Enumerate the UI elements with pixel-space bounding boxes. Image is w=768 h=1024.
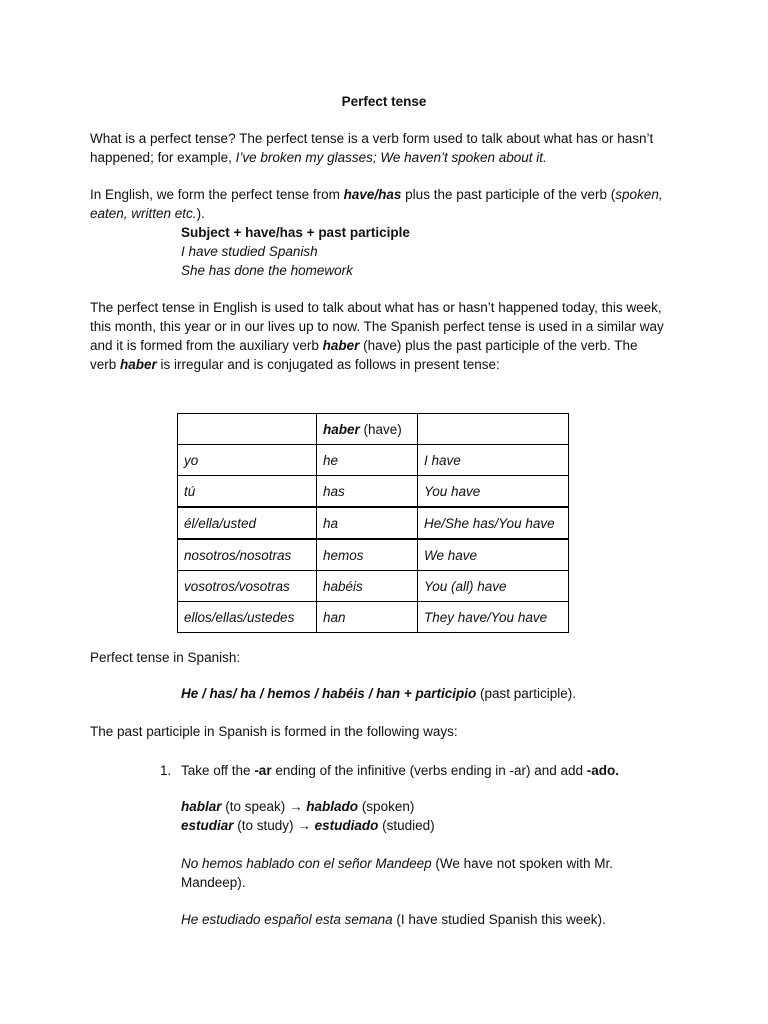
table-header-empty-1 — [178, 414, 317, 445]
english-example-2: She has done the homework — [181, 263, 353, 278]
form-cell: he — [317, 445, 418, 476]
table-header-haber — [317, 414, 418, 445]
formula-note: (past participle). — [476, 686, 577, 701]
ex1-meaning: (spoken) — [358, 799, 415, 814]
ex1-verb: hablar — [181, 799, 222, 814]
sentence-1-spanish: No hemos hablado con el señor Mandeep — [181, 856, 432, 871]
form-cell: habéis — [317, 571, 418, 602]
table-header-row — [178, 414, 569, 445]
spanish-intro-text-c: verb — [90, 357, 121, 372]
intro-line-1: What is a perfect tense? The perfect tense is a verb form used to talk about what has or hasn’t — [90, 131, 654, 146]
table-row — [178, 571, 569, 602]
spanish-intro-line-1: The perfect tense in English is used to talk about what has or hasn’t happened today, this week, — [90, 300, 662, 315]
form-cell: hemos — [317, 539, 418, 571]
sentence-2-spanish: He estudiado español esta semana — [181, 912, 393, 927]
ex2-meaning: (studied) — [378, 818, 435, 833]
example-sentence-1-cont: Mandeep). — [181, 875, 246, 890]
sentence-2-english: (I have studied Spanish this week). — [392, 912, 606, 927]
english-formula: Subject + have/has + past participle — [181, 225, 410, 240]
participle-example-2 — [181, 816, 435, 835]
ex2-gloss: (to study) → — [233, 818, 315, 833]
participle-intro: The past participle in Spanish is formed in the following ways: — [90, 724, 458, 739]
english-cell: He/She has/You have — [418, 507, 569, 539]
intro-text: happened; for example, — [90, 150, 236, 165]
english-line-1 — [90, 185, 663, 204]
table-row — [178, 602, 569, 633]
table-row — [178, 445, 569, 476]
pronoun-cell: yo — [178, 445, 317, 476]
pronoun-cell: él/ella/usted — [178, 507, 317, 539]
participle-example-1 — [181, 797, 414, 816]
spanish-intro-text-d: is irregular and is conjugated as follows in present tense: — [156, 357, 500, 372]
table-row — [178, 539, 569, 571]
form-cell: ha — [317, 507, 418, 539]
item-text-a: Take off the — [181, 763, 255, 778]
list-item-text — [181, 761, 619, 780]
perfect-spanish-label: Perfect tense in Spanish: — [90, 650, 241, 665]
ex1-participle: hablado — [306, 799, 359, 814]
english-close: ). — [196, 206, 205, 221]
form-cell: has — [317, 476, 418, 508]
spanish-intro-haber-2: haber — [120, 357, 157, 372]
intro-line-2 — [90, 148, 547, 167]
intro-example: I’ve broken my glasses; We haven’t spoken about it. — [235, 150, 547, 165]
ex2-verb: estudiar — [181, 818, 234, 833]
table-row — [178, 507, 569, 539]
sentence-1-english: (We have not spoken with Mr. — [431, 856, 614, 871]
ex1-gloss: (to speak) → — [221, 799, 307, 814]
english-have-has: have/has — [343, 187, 402, 202]
perfect-spanish-formula — [181, 684, 576, 703]
spanish-intro-line-4 — [90, 355, 500, 374]
english-text-b: plus the past participle of the verb ( — [401, 187, 616, 202]
english-cell: You (all) have — [418, 571, 569, 602]
haber-conjugation-table — [177, 413, 569, 633]
formula-forms: He / has/ ha / hemos / habéis / han + participio — [181, 686, 477, 701]
table-body — [178, 414, 569, 633]
english-examples-a: spoken, — [615, 187, 663, 202]
pronoun-cell: ellos/ellas/ustedes — [178, 602, 317, 633]
english-text-a: In English, we form the perfect tense from — [90, 187, 344, 202]
pronoun-cell: tú — [178, 476, 317, 508]
spanish-intro-line-2: this month, this year or in our lives up to now. The Spanish perfect tense is used in a similar way — [90, 319, 664, 334]
table-header-empty-2 — [418, 414, 569, 445]
english-line-2 — [90, 204, 205, 223]
example-sentence-1 — [181, 854, 613, 873]
header-note: (have) — [359, 421, 402, 437]
ex2-participle: estudiado — [314, 818, 379, 833]
english-examples-b: eaten, written etc. — [90, 206, 197, 221]
spanish-intro-line-3 — [90, 336, 638, 355]
pronoun-cell: nosotros/nosotras — [178, 539, 317, 571]
english-cell: They have/You have — [418, 602, 569, 633]
spanish-intro-text-a: and it is formed from the auxiliary verb — [90, 338, 323, 353]
english-cell: We have — [418, 539, 569, 571]
header-verb: haber — [323, 421, 360, 437]
form-cell: han — [317, 602, 418, 633]
spanish-intro-haber: haber — [322, 338, 360, 353]
spanish-intro-text-b: (have) plus the past participle of the verb. The — [359, 338, 638, 353]
pronoun-cell: vosotros/vosotras — [178, 571, 317, 602]
item-ar-ending: -ar — [254, 763, 272, 778]
item-text-b: ending of the infinitive (verbs ending in -ar) and add — [271, 763, 587, 778]
english-example-1: I have studied Spanish — [181, 244, 318, 259]
item-ado-ending: -ado. — [586, 763, 620, 778]
english-cell: I have — [418, 445, 569, 476]
table-row — [178, 476, 569, 508]
page-title: Perfect tense — [341, 94, 427, 109]
example-sentence-2 — [181, 910, 606, 929]
english-cell: You have — [418, 476, 569, 508]
list-item-number: 1. — [160, 763, 172, 778]
